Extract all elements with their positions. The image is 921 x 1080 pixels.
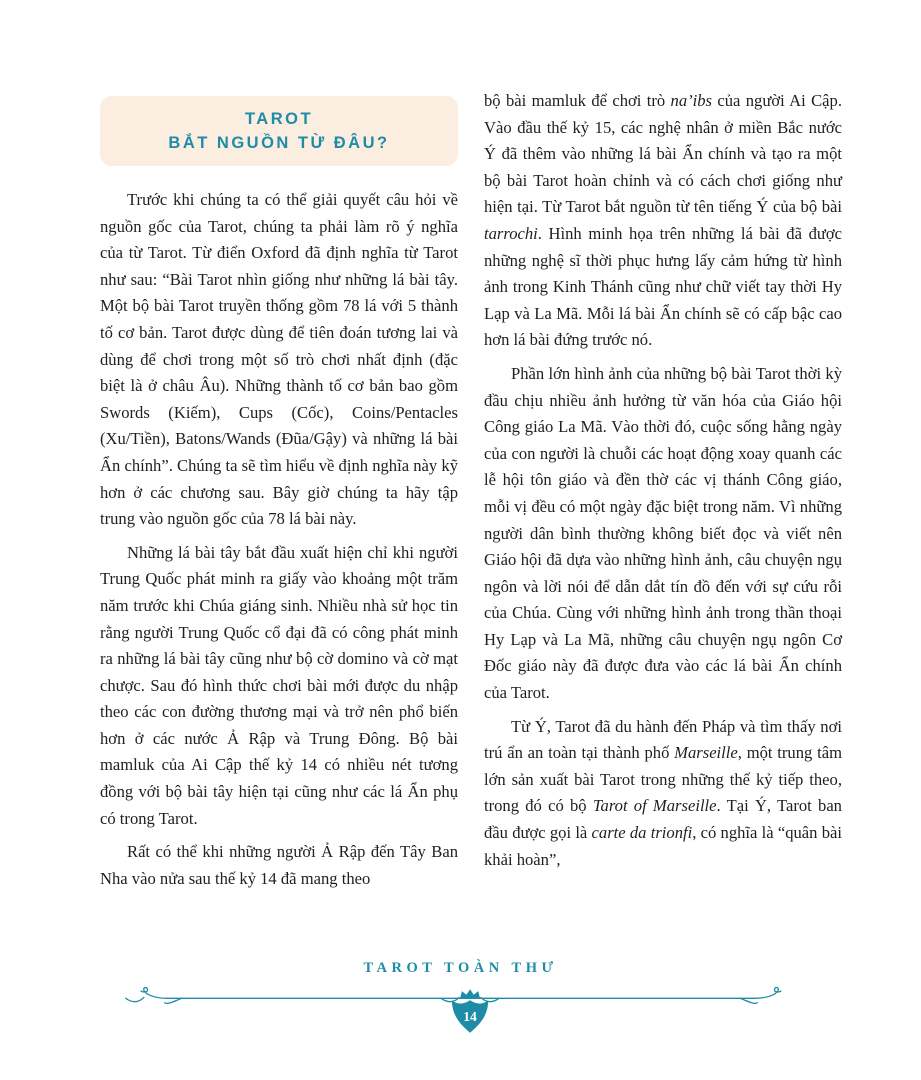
paragraph — [484, 361, 842, 707]
page-footer — [0, 960, 921, 1040]
text-run: Phần lớn hình ảnh của những bộ bài Tarot thời kỳ đầu chịu nhiều ảnh hưởng từ văn hóa của Giáo hội Công giáo La Mã. Vào thời đó, cuộc sống hằng ngày của con người là chuỗi các hoạt động xoay quanh các lễ hội tôn giáo và đền thờ các vị thánh Công giáo, mỗi vị đều có một ngày đặc biệt trong năm. Vì những người dân bình thường không biết đọc và viết nên Giáo hội đã dựa vào những hình ảnh, câu chuyện ngụ ngôn và lời nói để dẫn dắt tín đồ đến với sự cứu rỗi của Chúa. Cùng với những hình ảnh trong thần thoại Hy Lạp và La Mã, những câu chuyện ngụ ngôn Cơ Đốc giáo này đã được đưa vào các lá bài Ẩn chính của Tarot. — [484, 363, 842, 703]
right-column-text — [484, 88, 842, 873]
text-run: Những lá bài tây bắt đầu xuất hiện chỉ khi người Trung Quốc phát minh ra giấy vào khoảng một trăm năm trước khi Chúa giáng sinh. Nhiều nhà sử học tin rằng người Trung Quốc cổ đại đã có công phát minh ra những lá bài tây cũng như bộ cờ domino và cờ mạt chược. Sau đó hình thức chơi bài mới được du nhập theo các con đường thương mại và trở nên phổ biến hơn ở các nước Ả Rập và Trung Đông. Bộ bài mamluk của Ai Cập thế kỷ 14 có nhiều nét tương đồng với bộ bài tây hiện tại cũng như các lá Ẩn phụ có trong Tarot. — [100, 542, 458, 828]
paragraph — [484, 714, 842, 874]
section-title-line-2: BẮT NGUỒN TỪ ĐÂU? — [168, 133, 390, 152]
left-flourish-icon — [141, 988, 182, 1004]
text-run: carte da trionfi — [591, 823, 693, 843]
text-run: , có nghĩa là “quân bài khải hoàn”, — [484, 823, 842, 869]
text-run: Trước khi chúng ta có thể giải quyết câu hỏi về nguồn gốc của Tarot, chúng ta phải làm rõ ý nghĩa của từ Tarot. Từ điển Oxford đã định nghĩa từ Tarot như sau: “Bài Tarot nhìn giống như những lá bài tây. Một bộ bài Tarot truyền thống gồm 78 lá với 5 thành tố cơ bản. Tarot được dùng để tiên đoán tương lai và dùng để chơi trong một số trò chơi nhất định (đặc biệt là ở châu Âu). Những thành tố cơ bản bao gồm Swords (Kiếm), Cups (Cốc), Coins/Pentacles (Xu/Tiền), Batons/Wands (Đũa/Gậy) và những lá bài Ẩn chính”. Chúng ta sẽ tìm hiểu về định nghĩa này kỹ hơn ở các chương sau. Bây giờ chúng ta hãy tập trung vào nguồn gốc của 78 lá bài này. — [100, 190, 458, 529]
text-run: . Tại Ý, Tarot ban đầu được gọi là — [484, 796, 842, 843]
page-number: 14 — [462, 1008, 477, 1024]
right-flourish-icon — [740, 988, 781, 1004]
left-column — [100, 88, 458, 899]
text-run: . Hình minh họa trên những lá bài đã được những nghệ sĩ thời phục hưng lấy cảm hứng từ hình ảnh trong Kinh Thánh cũng như chữ viết tay thời Hy Lạp và La Mã. Mỗi lá bài Ẩn chính sẽ có cấp bậc cao hơn lá bài đứng trước nó. — [484, 223, 842, 350]
text-run: na’ibs — [670, 91, 713, 110]
text-run: Marseille — [674, 743, 738, 763]
page-content — [100, 88, 842, 899]
text-run: của người Ai Cập. Vào đầu thế kỷ 15, các nghệ nhân ở miền Bắc nước Ý đã thêm vào những lá bài Ẩn chính và tạo ra một bộ bài Tarot hoàn chỉnh và có cách chơi giống như hiện tại. Từ Tarot bắt nguồn từ tên tiếng Ý của bộ bài — [484, 91, 842, 217]
section-title-box — [100, 96, 458, 166]
left-column-text — [100, 187, 458, 892]
right-column — [484, 88, 842, 899]
paragraph — [100, 839, 458, 892]
text-run: Rất có thể khi những người Ả Rập đến Tây Ban Nha vào nửa sau thế kỷ 14 đã mang theo — [100, 842, 458, 888]
footer-ornament — [91, 982, 831, 1040]
text-run: tarrochi — [484, 223, 538, 243]
crown-icon — [460, 989, 480, 998]
section-title-line-1: TAROT — [244, 110, 314, 128]
paragraph — [100, 187, 458, 533]
paragraph — [484, 88, 842, 354]
running-book-title: TAROT TOÀN THƯ — [363, 960, 558, 976]
text-run: Tarot of Marseille — [592, 796, 717, 816]
text-run: Từ Ý, Tarot đã du hành đến Pháp và tìm thấy nơi trú ẩn an toàn tại thành phố — [484, 716, 842, 763]
paragraph — [100, 540, 458, 833]
text-run: bộ bài mamluk để chơi trò — [484, 91, 671, 110]
text-run: , một trung tâm lớn sản xuất bài Tarot trong những thế kỷ tiếp theo, trong đó có bộ — [484, 743, 842, 816]
crest-right-curl-icon — [125, 997, 143, 1001]
